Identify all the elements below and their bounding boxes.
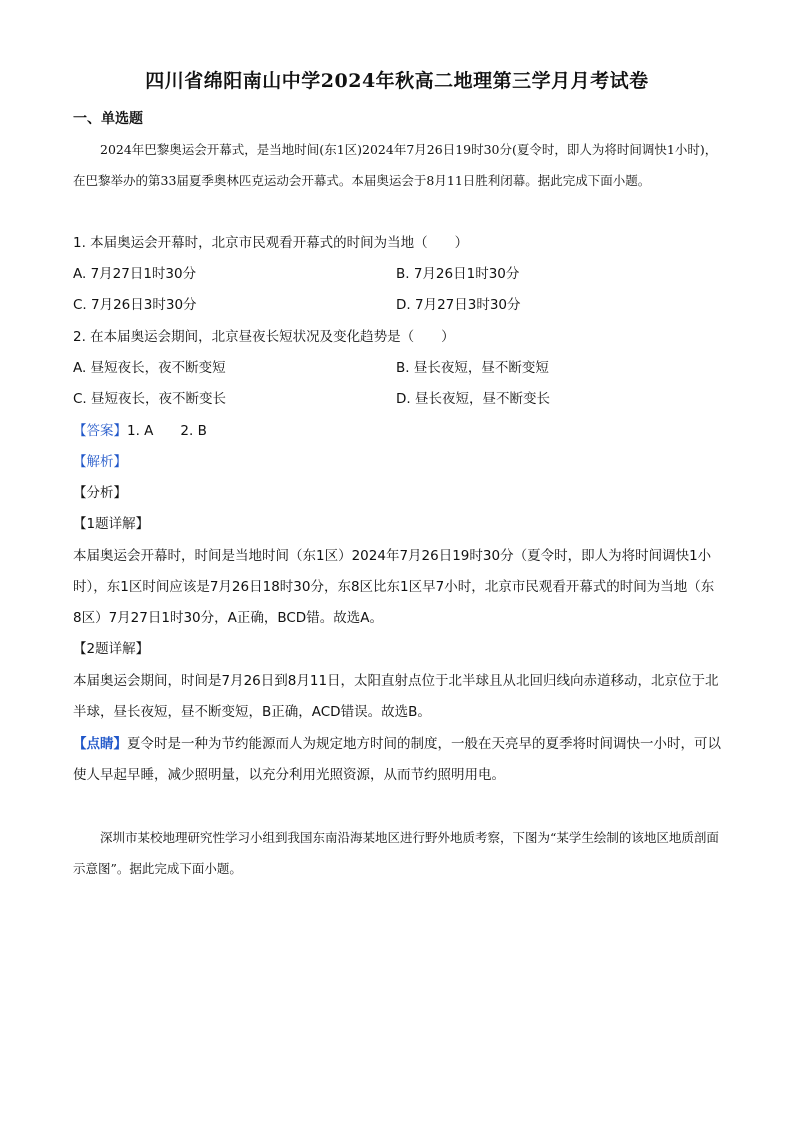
detail-2-text: 本届奥运会期间，时间是7月26日到8月11日，太阳直射点位于北半球且从北回归线向赤道移动，北京位于北半球，昼长夜短，昼不断变短，B正确，ACD错误。故选B。 (73, 673, 719, 720)
detail-2-label: 【2题详解】 (73, 641, 150, 657)
page-title: 四川省绵阳南山中学2024年秋高二地理第三学月月考试卷 (145, 70, 649, 92)
question-1-option-b: B. 7月26日1时30分 (396, 266, 520, 282)
question-1-stem: 1. 本届奥运会开幕时，北京市民观看开幕式的时间为当地（ ） (73, 235, 469, 251)
question-1-option-d: D. 7月27日3时30分 (396, 297, 521, 313)
section-heading-single-choice: 一、单选题 (73, 111, 143, 127)
analysis-label: 【解析】 (73, 454, 127, 470)
answer-text: 1. A 2. B (127, 423, 207, 439)
question-1-option-c: C. 7月26日3时30分 (73, 297, 197, 313)
fenxi-label: 【分析】 (73, 485, 127, 501)
answer-label: 【答案】 (73, 423, 127, 439)
question-2-option-b: B. 昼长夜短，昼不断变短 (396, 360, 549, 376)
question-2-option-d: D. 昼长夜短，昼不断变长 (396, 391, 550, 407)
tip-label: 【点睛】 (73, 736, 127, 752)
tip-text: 夏令时是一种为节约能源而人为规定地方时间的制度，一般在天亮早的夏季将时间调快一小时，可以使人早起早睡，减少照明量，以充分利用光照资源，从而节约照明用电。 (73, 736, 721, 783)
intro-paragraph-olympics: 2024年巴黎奥运会开幕式，是当地时间(东1区)2024年7月26日19时30分(夏令时，即人为将时间调快1小时)，在巴黎举办的第33届夏季奥林匹克运动会开幕式。本届奥运会于8月11日胜利闭幕。据此完成下面小题。 (73, 142, 718, 188)
answer-line (73, 421, 207, 441)
detail-1-text: 本届奥运会开幕时，时间是当地时间（东1区）2024年7月26日19时30分（夏令时，即人为将时间调快1小时），东1区时间应该是7月26日18时30分，东8区比东1区早7小时，北京市民观看开幕式的时间为当地（东8区）7月27日1时30分，A正确，BCD错。故选A。 (73, 548, 715, 626)
question-2-stem: 2. 在本届奥运会期间，北京昼夜长短状况及变化趋势是（ ） (73, 329, 455, 345)
question-2-option-a: A. 昼短夜长，夜不断变短 (73, 360, 226, 376)
question-1-option-a: A. 7月27日1时30分 (73, 266, 197, 282)
intro-paragraph-geology: 深圳市某校地理研究性学习小组到我国东南沿海某地区进行野外地质考察，下图为“某学生绘制的该地区地质剖面示意图”。据此完成下面小题。 (73, 830, 719, 876)
question-2-option-c: C. 昼短夜长，夜不断变长 (73, 391, 227, 407)
detail-1-label: 【1题详解】 (73, 516, 150, 532)
tip-paragraph (73, 729, 721, 791)
